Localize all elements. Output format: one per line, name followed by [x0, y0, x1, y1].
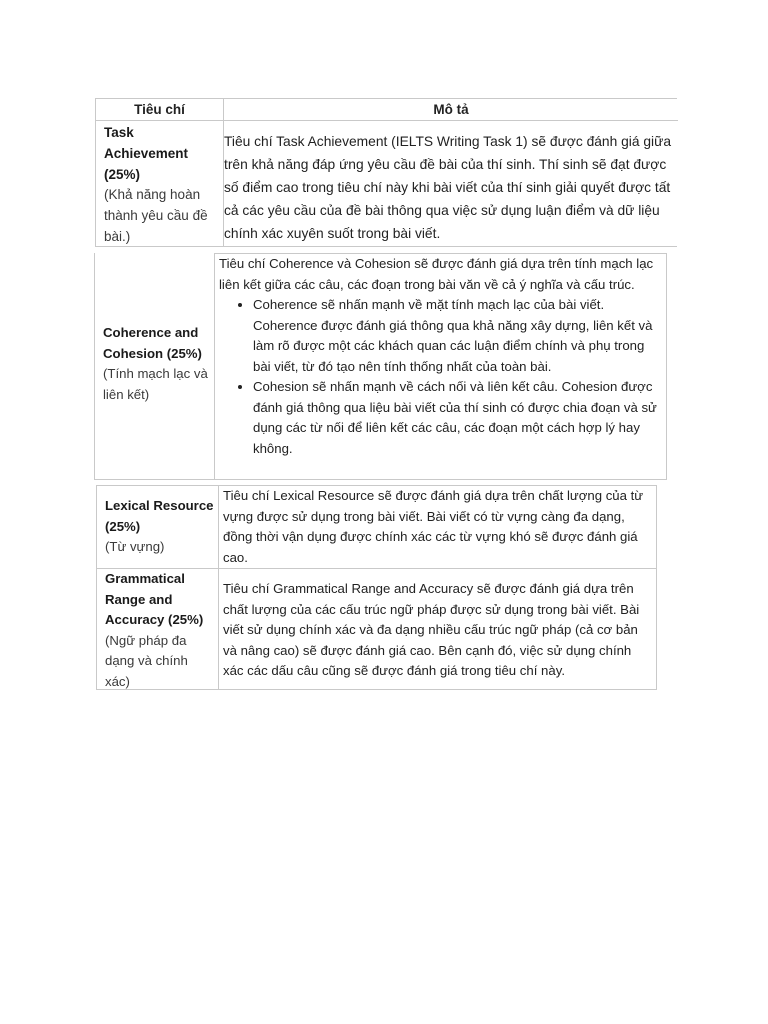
criterion-name: Coherence and Cohesion (25%) [103, 325, 202, 361]
description-cell-task-achievement [223, 121, 678, 247]
criterion-cell-coherence [94, 253, 214, 480]
criterion-subtitle: (Ngữ pháp đa dạng và chính xác) [105, 632, 188, 689]
description-text: Tiêu chí Lexical Resource sẽ được đánh giá dựa trên chất lượng của từ vựng được sử dụng trong bài viết. Bài viết có từ vựng càng đa dạng, đồng thời vận dụng được chính xác các từ vựng khó sẽ được đánh giá cao. [223, 488, 644, 565]
bullet-item-coherence: • Coherence sẽ nhấn mạnh về mặt tính mạch lạc của bài viết. Coherence được đánh giá thông qua khả năng xây dựng, liên kết và làm rõ được một các khách quan các luận điểm chính và phụ trong bài viết, từ đó tạo nên tính thống nhất của toàn bài. [253, 295, 660, 377]
description-bullet-list [219, 295, 660, 459]
criterion-name: Grammatical Range and Accuracy (25%) [105, 571, 204, 627]
description-cell-coherence [214, 253, 667, 480]
header-description: Mô tả [223, 99, 678, 121]
criterion-cell-lexical [97, 486, 218, 569]
criteria-table-part-2 [94, 253, 667, 480]
description-text: Tiêu chí Task Achievement (IELTS Writing Task 1) sẽ được đánh giá giữa trên khả năng đáp ứng yêu cầu đề bài của thí sinh. Thí sinh sẽ đạt được số điểm cao trong tiêu chí này khi bài viết của thí sinh giải quyết được tất cả các yêu cầu của đề bài thông qua việc sử dụng luận điểm và dữ liệu chính xác xuyên suốt trong bài viết. [224, 134, 671, 241]
criterion-name: Lexical Resource (25%) [105, 498, 214, 534]
description-cell-lexical [218, 486, 656, 569]
criterion-cell-grammatical [97, 569, 218, 689]
table-header-row [96, 99, 678, 121]
description-cell-grammatical [218, 569, 656, 689]
criterion-subtitle: (Khả năng hoàn thành yêu cầu đề bài.) [104, 187, 208, 244]
criterion-subtitle: (Từ vựng) [105, 539, 165, 554]
description-text: Tiêu chí Grammatical Range and Accuracy sẽ được đánh giá dựa trên chất lượng của các cấu trúc ngữ pháp được sử dụng trong bài viết. Bài viết sử dụng chính xác và đa dạng nhiều cấu trúc ngữ pháp (cả cơ bản và nâng cao) sẽ được đánh giá cao. Bên cạnh đó, việc sử dụng chính xác các dấu câu cũng sẽ được đánh giá trong tiêu chí này. [223, 581, 640, 678]
criteria-table-part-3 [96, 485, 657, 690]
description-text: Tiêu chí Coherence và Cohesion sẽ được đánh giá dựa trên tính mạch lạc liên kết giữa các câu, các đoạn trong bài văn về cả ý nghĩa và cấu trúc. [219, 256, 654, 292]
criteria-table-part-1 [95, 98, 677, 247]
header-criterion: Tiêu chí [134, 102, 185, 117]
criterion-name: Task Achievement (25%) [104, 125, 189, 182]
criterion-cell-task-achievement [96, 121, 223, 247]
bullet-item-cohesion: • Cohesion sẽ nhấn mạnh về cách nối và liên kết câu. Cohesion được đánh giá thông qua liệu bài viết của thí sinh có được chia đoạn và sử dụng các từ nối để liên kết các câu, các đoạn một cách hợp lý hay không. [253, 377, 660, 459]
criterion-subtitle: (Tính mạch lạc và liên kết) [103, 366, 208, 402]
